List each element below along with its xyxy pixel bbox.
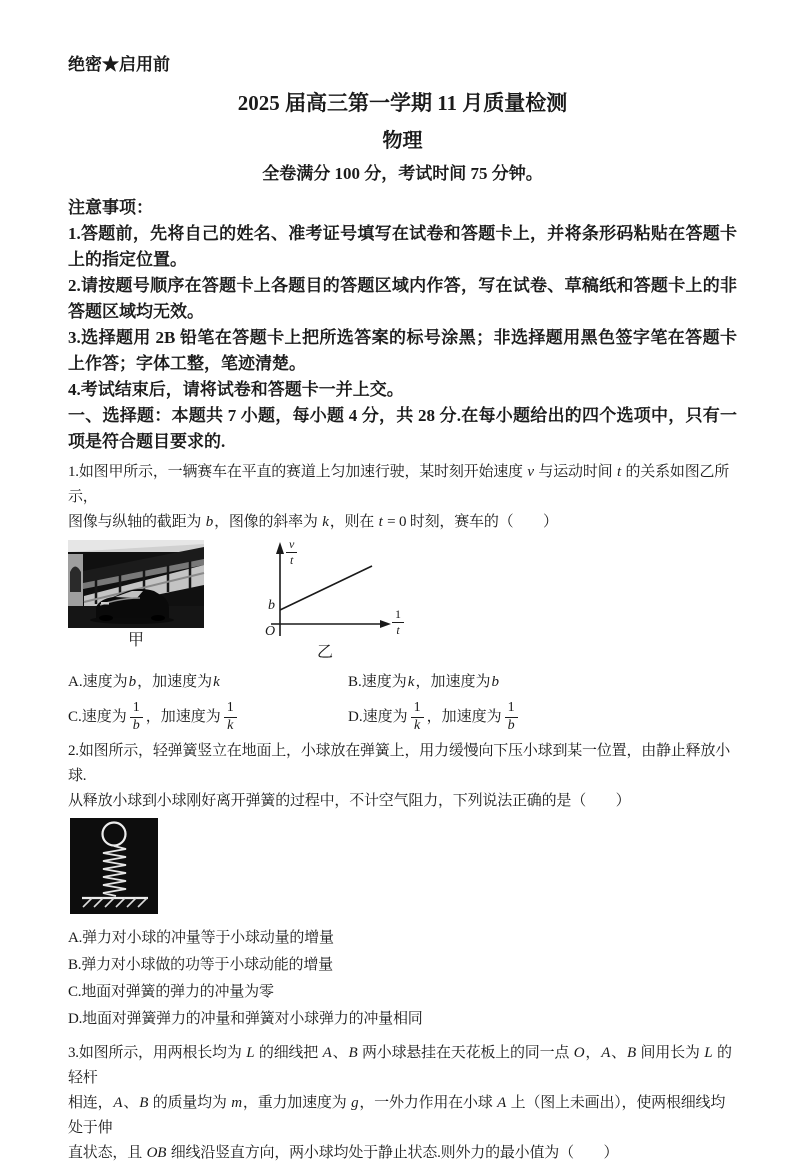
- spring-ball-figure: [70, 818, 158, 914]
- notice-item-3: 3.选择题用 2B 铅笔在答题卡上把所选答案的标号涂黑；非选择题用黑色签字笔在答题卡上作答；字体工整，笔迹清楚。: [68, 328, 737, 373]
- q2-option-b: B.弹力对小球做的功等于小球动能的增量: [68, 957, 333, 974]
- q1-figures: [68, 537, 737, 664]
- figure-caption-jia: 甲: [127, 632, 144, 649]
- q2-options: [68, 925, 737, 1033]
- q1-stem-line-1: 1.如图甲所示，一辆赛车在平直的赛道上匀加速行驶，某时刻开始速度 v 与运动时间 t 的关系如图乙所示，: [68, 464, 730, 505]
- exam-info-line: 全卷满分 100 分，考试时间 75 分钟。: [262, 164, 543, 183]
- notice-heading: 注意事项：: [68, 198, 153, 217]
- figure-caption-yi: 乙: [316, 644, 333, 661]
- q2-option-d: D.地面对弹簧弹力的冲量和弹簧对小球弹力的冲量相同: [68, 1011, 423, 1028]
- q2-stem-line-1: 2.如图所示，轻弹簧竖立在地面上，小球放在弹簧上，用力缓慢向下压小球到某一位置，由静止释放小球.: [68, 743, 731, 785]
- graph-data-line: [280, 566, 372, 610]
- q1-option-a: A.速度为 b ，加速度为 k: [68, 674, 220, 690]
- q1-option-d: D.速度为 $\frac{1}{k}$ ，加速度为 $\frac{1}{b}$: [348, 700, 737, 734]
- notice-item-4: 4.考试结束后，请将试卷和答题卡一并上交。: [68, 380, 404, 399]
- subject-title: 物理: [382, 130, 423, 152]
- q1-photo-block: [68, 540, 204, 652]
- graph-intercept-label: b: [268, 598, 275, 613]
- q3-stem-line-1: 3.如图所示，用两根长均为 L 的细线把 A、B 两小球悬挂在天花板上的同一点 O，A、B 间用长为 L 的轻杆: [68, 1045, 732, 1087]
- graph-origin-label: O: [265, 624, 276, 639]
- question-3: [68, 1041, 737, 1166]
- secrecy-label: 绝密★启用前: [68, 55, 170, 74]
- question-2: [68, 739, 737, 1033]
- race-car-photo: [68, 540, 204, 628]
- q1-option-c: C.速度为 $\frac{1}{b}$ ，加速度为 $\frac{1}{k}$: [68, 700, 348, 734]
- q3-stem-line-3: 直状态，且 OB 细线沿竖直方向，两小球均处于静止状态.则外力的最小值为（ ）: [68, 1145, 619, 1162]
- q3-stem-line-2: 相连，A、B 的质量均为 m，重力加速度为 g，一外力作用在小球 A 上（图上未画出），使两根细线均处于伸: [68, 1095, 726, 1137]
- notice-item-2: 2.请按题号顺序在答题卡上各题目的答题区域内作答，写在试卷、草稿纸和答题卡上的非答题区域均无效。: [68, 276, 737, 321]
- q1-stem-line-2: 图像与纵轴的截距为 b，图像的斜率为 k，则在 t = 0 时刻，赛车的（ ）: [68, 514, 558, 530]
- q2-option-c: C.地面对弹簧的弹力的冲量为零: [68, 984, 274, 1001]
- q1-graph-block: [250, 537, 420, 664]
- section-heading: 一、选择题：本题共 7 小题，每小题 4 分，共 28 分.在每小题给出的四个选项中，只有一项是符合题目要求的.: [68, 406, 737, 451]
- notice-item-1: 1.答题前，先将自己的姓名、准考证号填写在试卷和答题卡上，并将条形码粘贴在答题卡上的指定位置。: [68, 224, 737, 269]
- graph-y-axis-label: $\frac{v}{t}$: [286, 538, 297, 566]
- v-t-graph: [250, 537, 420, 640]
- q2-option-a: A.弹力对小球的冲量等于小球动量的增量: [68, 930, 334, 947]
- q2-stem-line-2: 从释放小球到小球刚好离开弹簧的过程中，不计空气阻力，下列说法正确的是（ ）: [68, 793, 631, 810]
- graph-x-axis-label: $\frac{1}{t}$: [392, 608, 404, 636]
- question-1: [68, 460, 737, 734]
- exam-title: 2025 届高三第一学期 11 月质量检测: [237, 91, 568, 115]
- q1-options: [68, 670, 737, 734]
- q1-option-b: B.速度为 k ，加速度为 b: [348, 674, 499, 690]
